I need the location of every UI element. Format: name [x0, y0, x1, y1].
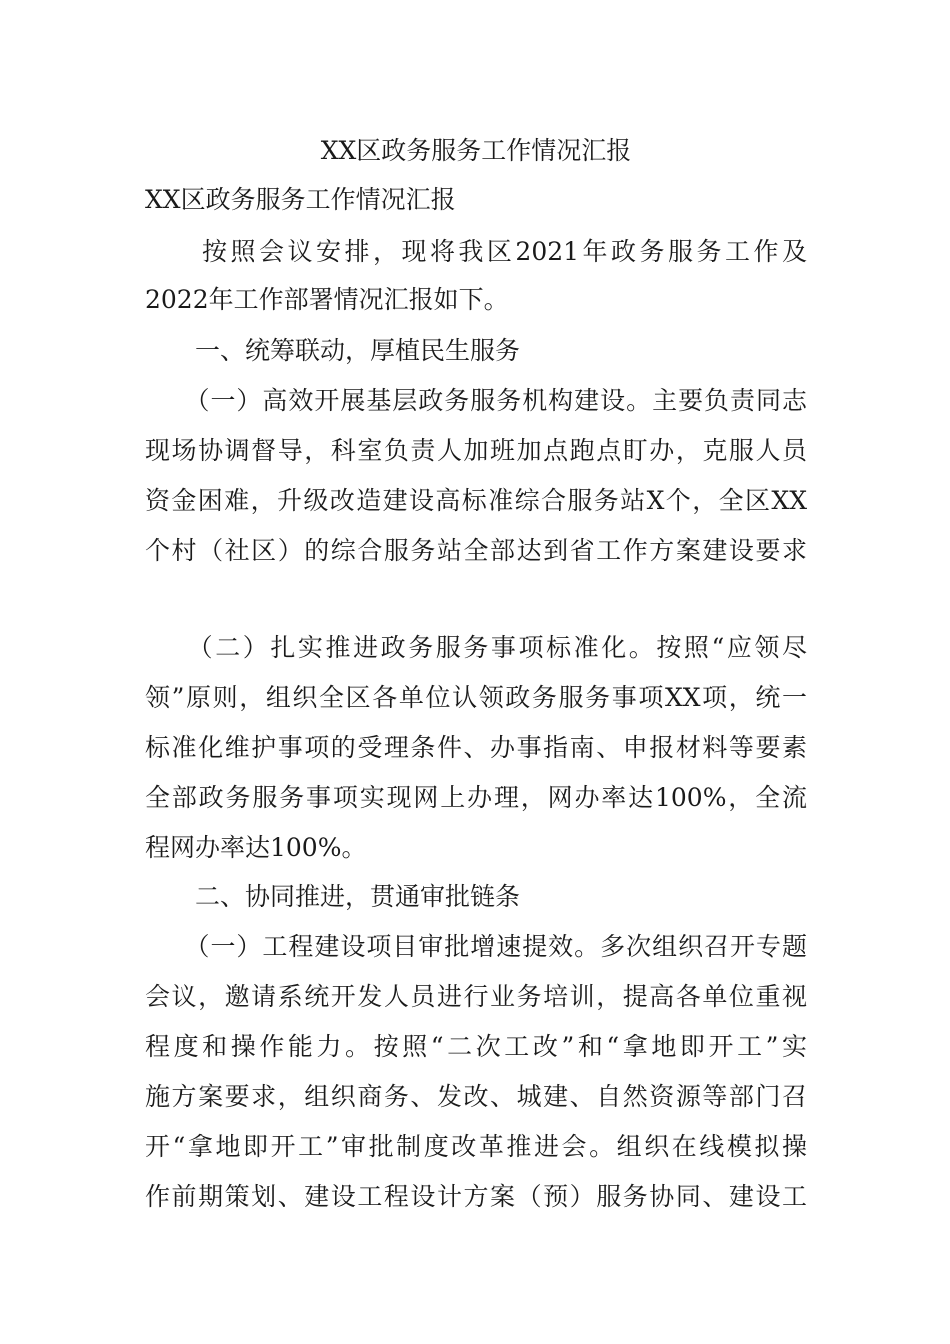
- paragraph-line: 作前期策划、建设工程设计方案（预）服务协同、建设工: [145, 1182, 807, 1211]
- paragraph-line: 领”原则，组织全区各单位认领政务服务事项XX项，统一: [145, 683, 807, 712]
- document-subtitle: XX区政务服务工作情况汇报: [145, 185, 456, 214]
- document-title: XX区政务服务工作情况汇报: [320, 136, 632, 165]
- paragraph-line: 程度和操作能力。按照“二次工改”和“拿地即开工”实: [145, 1032, 807, 1061]
- paragraph-line: 会议，邀请系统开发人员进行业务培训，提高各单位重视: [145, 982, 807, 1011]
- paragraph-line: 全部政务服务事项实现网上办理，网办率达100%，全流: [145, 783, 807, 812]
- paragraph-line: 现场协调督导，科室负责人加班加点跑点盯办，克服人员: [145, 436, 807, 465]
- paragraph-line: 资金困难，升级改造建设高标准综合服务站X个，全区XX: [145, 486, 807, 515]
- paragraph-line: 程网办率达100%。: [145, 833, 367, 862]
- section-heading: 一、统筹联动，厚植民生服务: [145, 336, 521, 365]
- paragraph-line: 开“拿地即开工”审批制度改革推进会。组织在线模拟操: [145, 1132, 807, 1161]
- paragraph-line: 2022年工作部署情况汇报如下。: [145, 285, 509, 314]
- section-heading: 二、协同推进，贯通审批链条: [145, 882, 521, 911]
- paragraph-line: 标准化维护事项的受理条件、办事指南、申报材料等要素: [145, 733, 807, 762]
- paragraph-line: （一）高效开展基层政务服务机构建设。主要负责同志: [145, 386, 807, 415]
- paragraph-line: （二）扎实推进政务服务事项标准化。按照“应领尽: [145, 633, 807, 662]
- paragraph-line: 个村（社区）的综合服务站全部达到省工作方案建设要求: [145, 536, 807, 565]
- paragraph-line: 施方案要求，组织商务、发改、城建、自然资源等部门召: [145, 1082, 807, 1111]
- paragraph-line: （一）工程建设项目审批增速提效。多次组织召开专题: [145, 932, 807, 961]
- paragraph-line: 按照会议安排，现将我区2021年政务服务工作及: [145, 237, 807, 266]
